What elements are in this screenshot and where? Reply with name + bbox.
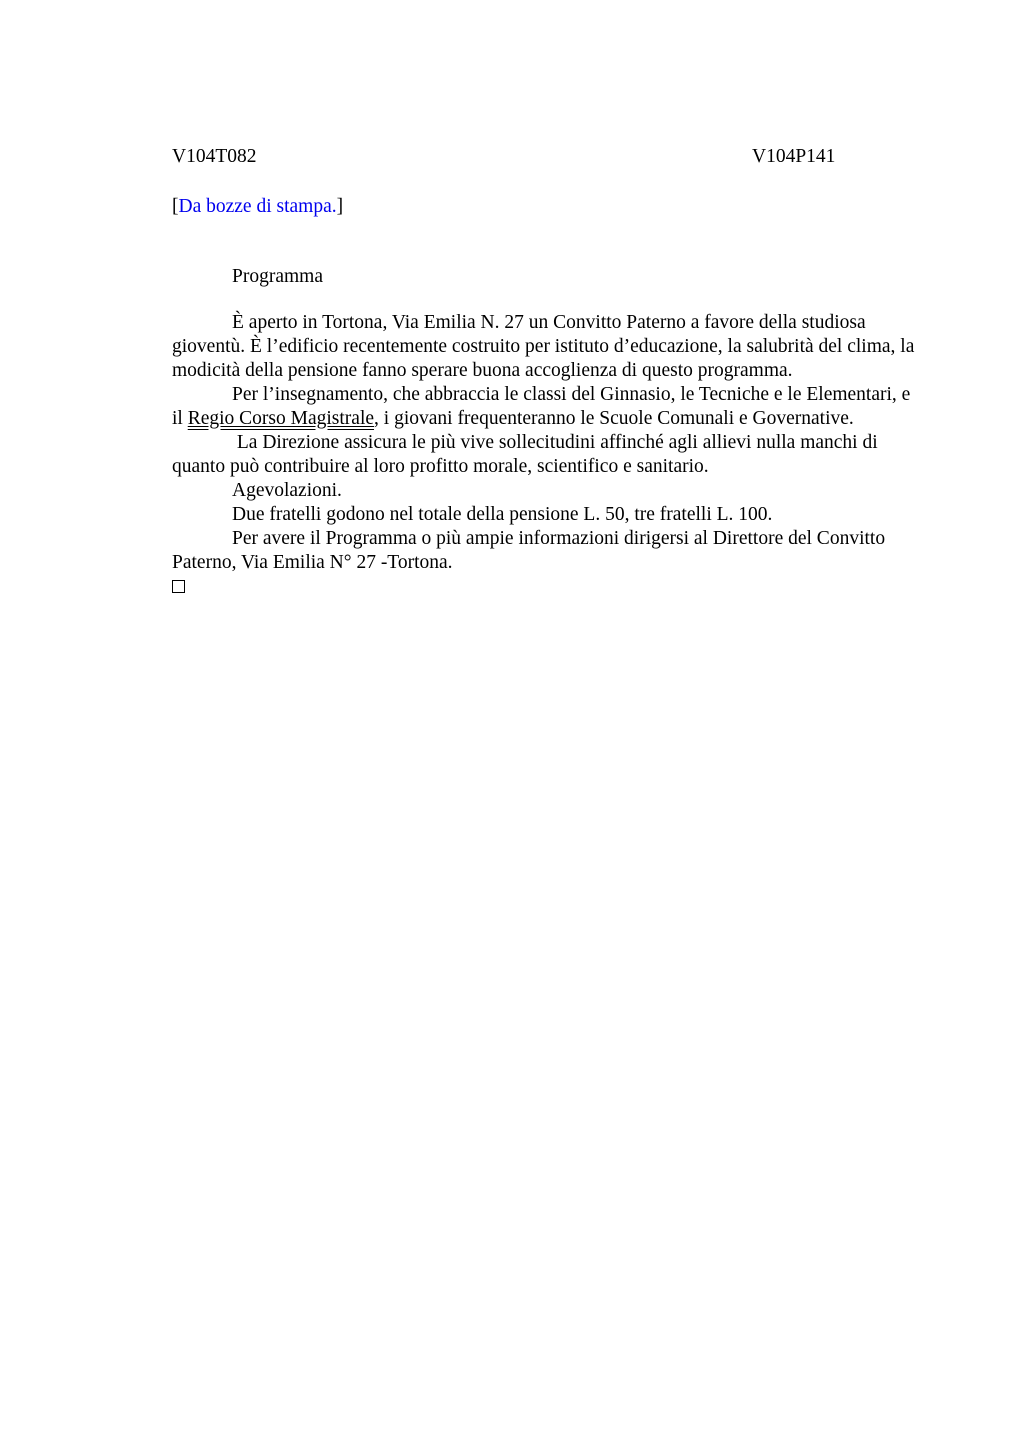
- paragraph-1: È aperto in Tortona, Via Emilia N. 27 un Convitto Paterno a favore della studiosa gioventù. È l’edificio recentemente costruito per istituto d’educazione, la salubrità del clima, la modicità della pensione fanno sperare buona accoglienza di questo programma.: [172, 312, 915, 381]
- document-code-left: V104T082: [172, 146, 257, 167]
- paragraph-4: Agevolazioni.: [232, 480, 342, 501]
- paragraph-2-after: , i giovani frequenteranno le Scuole Comunali e Governative.: [374, 408, 854, 429]
- source-note-text: Da bozze di stampa.: [178, 196, 337, 217]
- paragraph-6: Per avere il Programma o più ampie informazioni dirigersi al Direttore del Convitto Paterno, Via Emilia N° 27 -Tortona.: [172, 528, 886, 573]
- paragraph-5: Due fratelli godono nel totale della pensione L. 50, tre fratelli L. 100.: [232, 504, 773, 525]
- source-note-close-bracket: ]: [336, 196, 344, 217]
- paragraph-2: [172, 383, 926, 431]
- document-header: [172, 145, 926, 171]
- source-note-open-bracket: [: [172, 196, 179, 217]
- source-note: [172, 195, 926, 221]
- paragraph-2-before: Per l’insegnamento, che abbraccia le classi del Ginnasio, le Tecniche e le Elementari, e il: [172, 384, 911, 429]
- paragraph-3: La Direzione assicura le più vive sollecitudini affinché agli allievi nulla manchi di quanto può contribuire al loro profitto morale, scientifico e sanitario.: [172, 432, 883, 477]
- document-title: Programma: [232, 266, 323, 287]
- document-page: [172, 145, 926, 600]
- document-code-right: V104P141: [752, 146, 836, 167]
- paragraph-2-underlined: Regio Corso Magistrale: [187, 408, 375, 429]
- square-outline-icon: [172, 580, 185, 593]
